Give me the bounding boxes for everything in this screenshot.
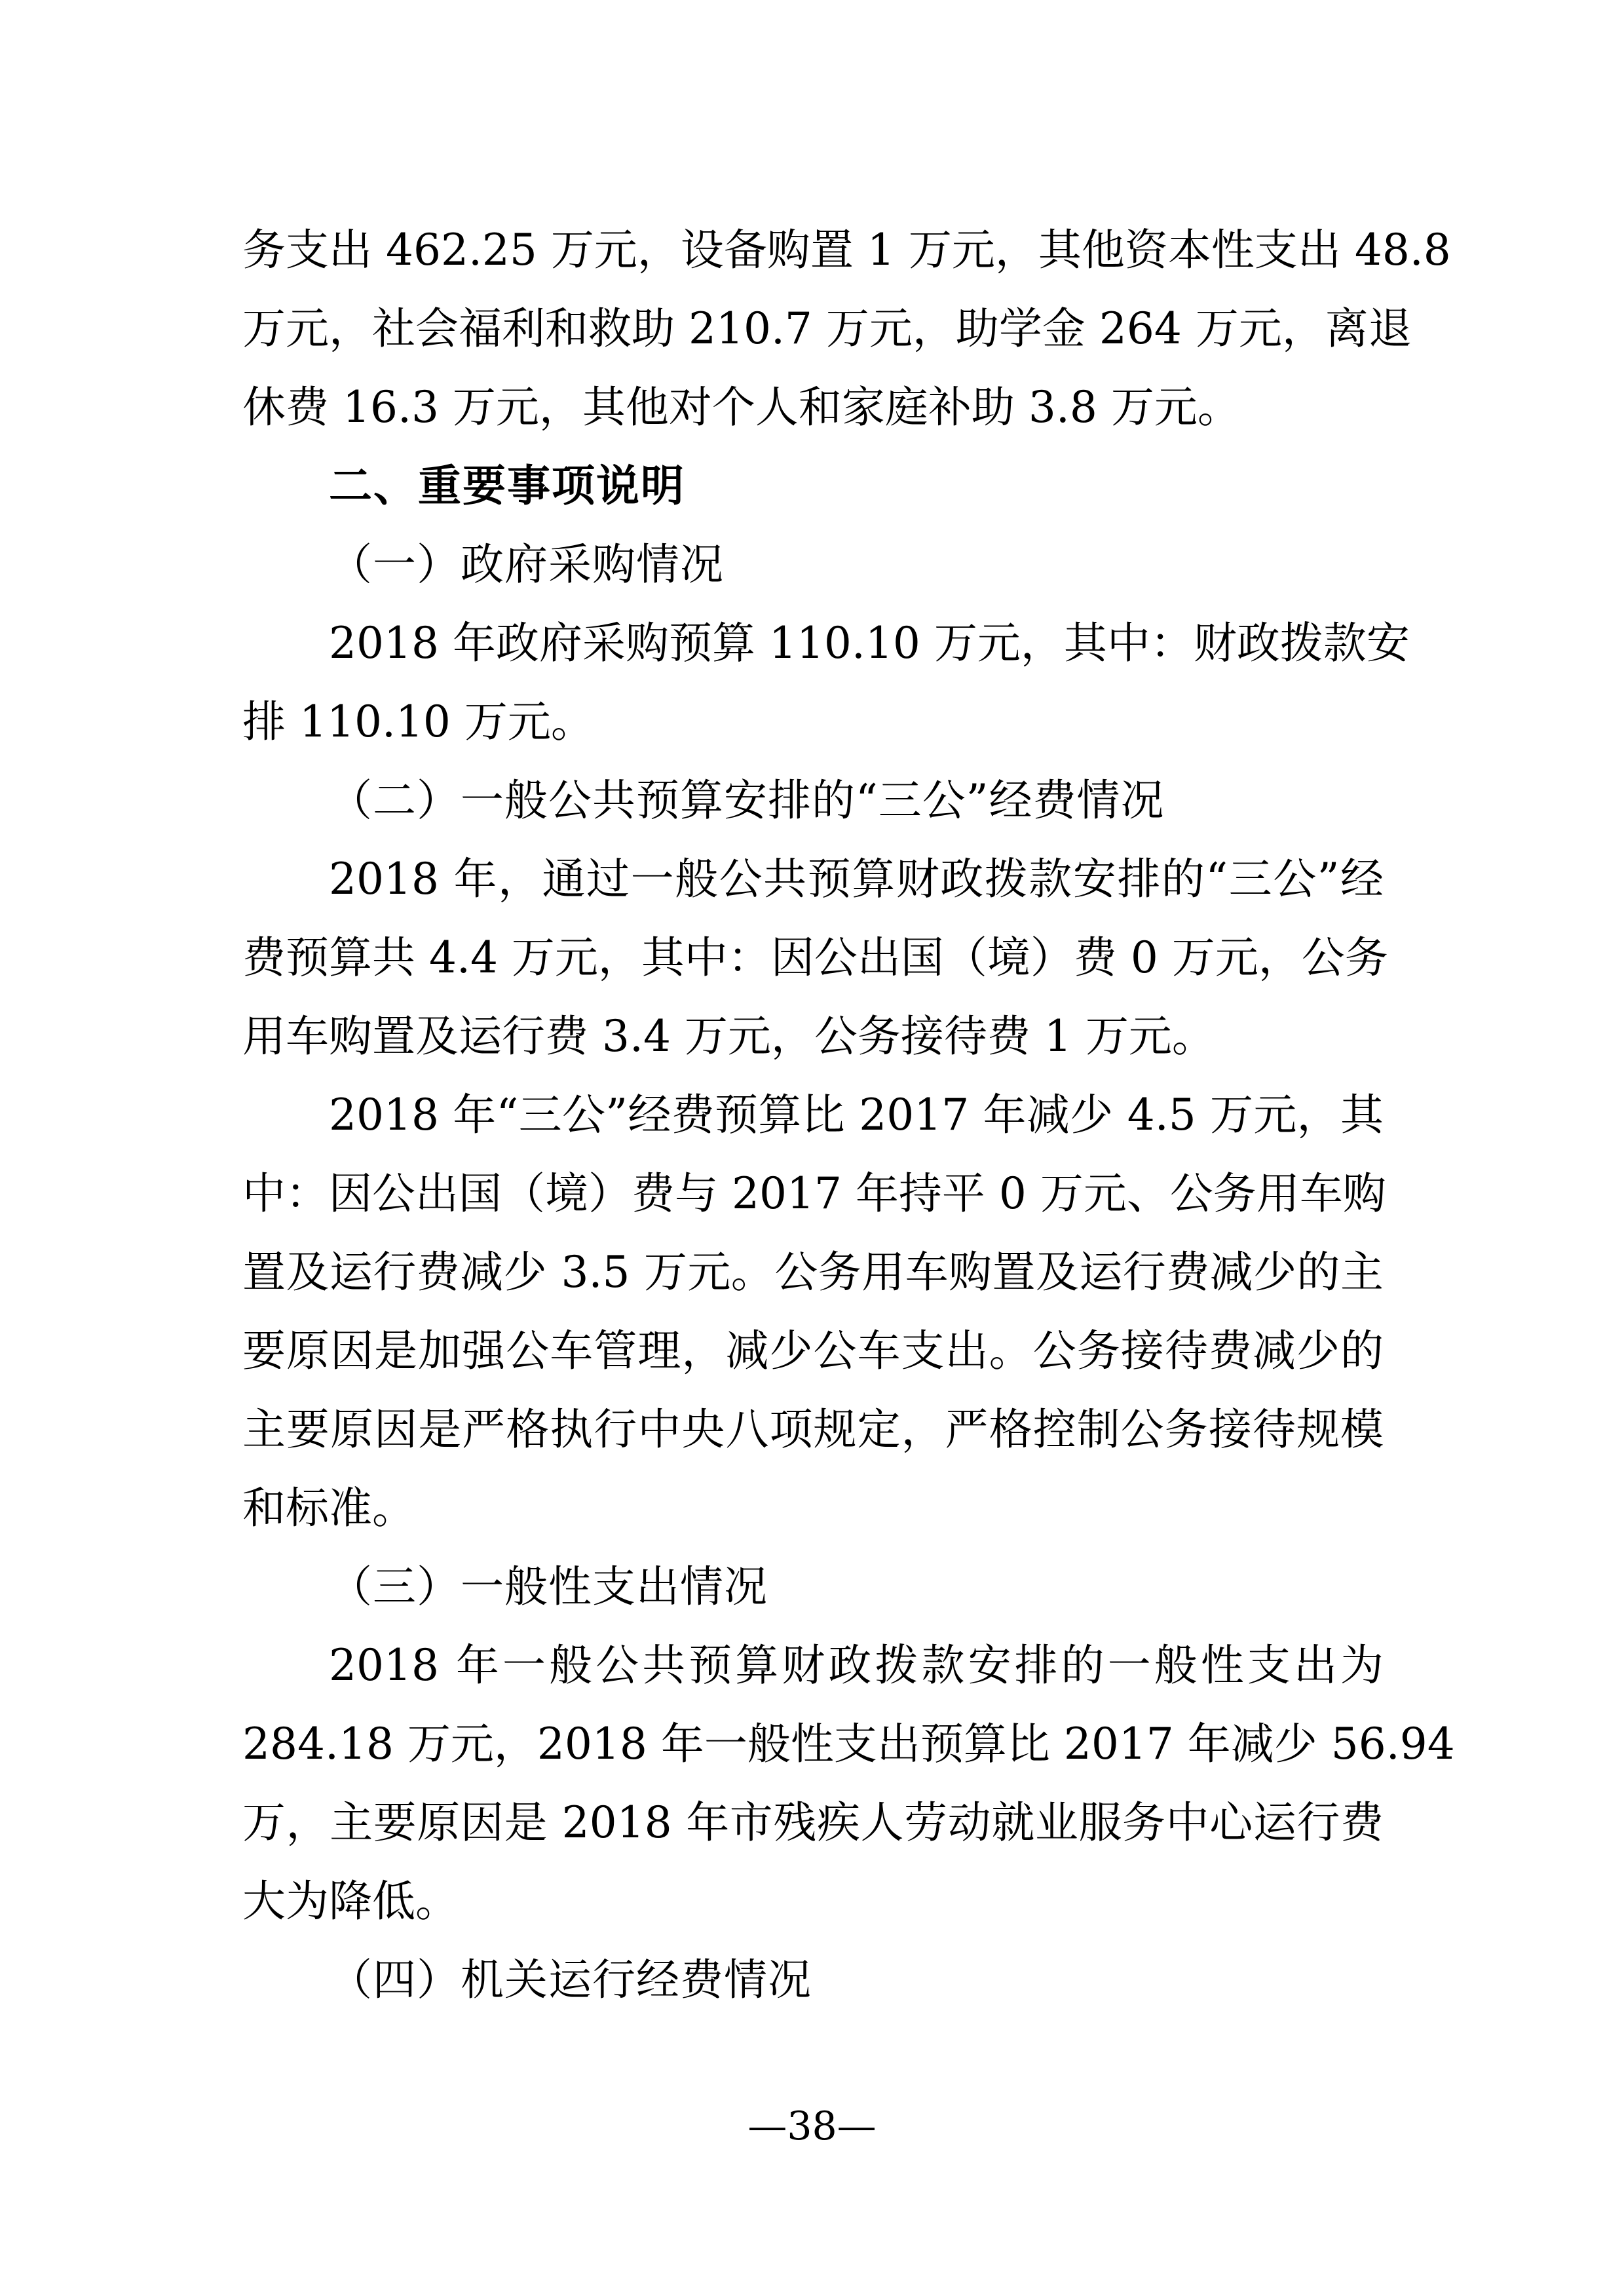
paragraph-line: 和标准。 — [242, 1483, 415, 1533]
paragraph-line: 万元，社会福利和救助 210.7 万元，助学金 264 万元，离退 — [242, 303, 1412, 354]
document-body — [242, 211, 1455, 2019]
paragraph-line: 2018 年一般公共预算财政拨款安排的一般性支出为 — [329, 1640, 1384, 1691]
paragraph-line: 务支出 462.25 万元，设备购置 1 万元，其他资本性支出 48.8 — [242, 225, 1451, 275]
paragraph-line: 置及运行费减少 3.5 万元。公务用车购置及运行费减少的主 — [242, 1247, 1384, 1297]
subheading-three-public-funds: （二）一般公共预算安排的“三公”经费情况 — [329, 775, 1165, 826]
paragraph-line: 大为降低。 — [242, 1876, 459, 1926]
paragraph-line: 费预算共 4.4 万元，其中：因公出国（境）费 0 万元，公务 — [242, 932, 1388, 983]
paragraph-line: 休费 16.3 万元，其他对个人和家庭补助 3.8 万元。 — [242, 382, 1241, 432]
paragraph-line: 2018 年，通过一般公共预算财政拨款安排的“三公”经 — [329, 854, 1384, 904]
paragraph-line: 284.18 万元，2018 年一般性支出预算比 2017 年减少 56.94 — [242, 1719, 1455, 1769]
paragraph-line: 排 110.10 万元。 — [242, 697, 594, 747]
page-number: —38— — [747, 2103, 877, 2149]
page-footer — [0, 2087, 1624, 2166]
paragraph-line: 要原因是加强公车管理，减少公车支出。公务接待费减少的 — [242, 1326, 1384, 1376]
paragraph-line: 2018 年“三公”经费预算比 2017 年减少 4.5 万元，其 — [329, 1090, 1384, 1140]
paragraph-line: 用车购置及运行费 3.4 万元，公务接待费 1 万元。 — [242, 1011, 1215, 1062]
subheading-government-procurement: （一）政府采购情况 — [329, 539, 724, 590]
paragraph-line: 主要原因是严格执行中央八项规定，严格控制公务接待规模 — [242, 1404, 1384, 1455]
paragraph-line: 万，主要原因是 2018 年市残疾人劳动就业服务中心运行费 — [242, 1797, 1384, 1848]
heading-important-matters: 二、重要事项说明 — [329, 461, 685, 511]
paragraph-line: 中：因公出国（境）费与 2017 年持平 0 万元、公务用车购 — [242, 1168, 1386, 1219]
subheading-agency-operating-funds: （四）机关运行经费情况 — [329, 1955, 812, 2005]
subheading-general-expenditure: （三）一般性支出情况 — [329, 1561, 768, 1612]
paragraph-line: 2018 年政府采购预算 110.10 万元，其中：财政拨款安 — [329, 618, 1410, 668]
